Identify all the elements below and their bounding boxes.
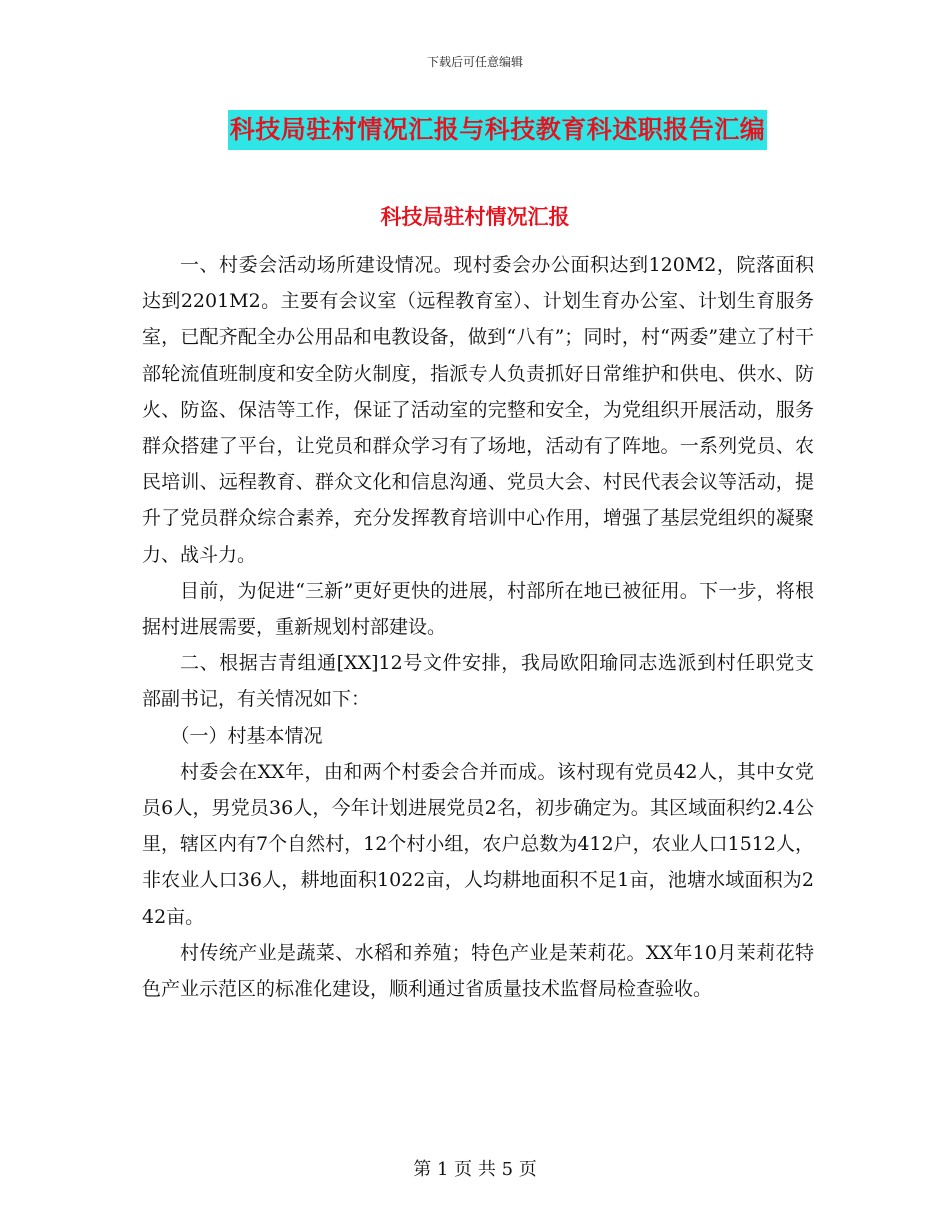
- document-body: [142, 247, 814, 1007]
- document-title-container: [0, 110, 950, 150]
- document-title: 科技局驻村情况汇报与科技教育科述职报告汇编: [228, 110, 768, 150]
- page-footer: 第 1 页 共 5 页: [413, 1159, 537, 1180]
- paragraph-assignment: 二、根据吉青组通[XX]12号文件安排，我局欧阳瑜同志选派到村任职党支部副书记，有关情况如下：: [142, 652, 814, 711]
- paragraph-industry: 村传统产业是蔬菜、水稻和养殖；特色产业是茉莉花。XX年10月茉莉花特色产业示范区的标准化建设，顺利通过省质量技术监督局检查验收。: [142, 941, 814, 1001]
- section-title: 科技局驻村情况汇报: [380, 204, 570, 229]
- paragraph-venue-construction: 一、村委会活动场所建设情况。现村委会办公面积达到120M2，院落面积达到2201M2。主要有会议室（远程教育室）、计划生育办公室、计划生育服务室，已配齐配全办公用品和电教设备，做到“八有”；同时，村“两委”建立了村干部轮流值班制度和安全防火制度，指派专人负责抓好日常维护和供电、供水、防火、防盗、保洁等工作，保证了活动室的完整和安全，为党组织开展活动，服务群众搭建了平台，让党员和群众学习有了场地，活动有了阵地。一系列党员、农民培训、远程教育、群众文化和信息沟通、党员大会、村民代表会议等活动，提升了党员群众综合素养，充分发挥教育培训中心作用，增强了基层党组织的凝聚力、战斗力。: [142, 254, 814, 566]
- subheading-village-basics: （一）村基本情况: [170, 724, 323, 747]
- header-note: 下载后可任意编辑: [426, 55, 523, 69]
- paragraph-village-stats: 村委会在XX年，由和两个村委会合并而成。该村现有党员42人，其中女党员6人，男党员36人，今年计划进展党员2名，初步确定为。其区域面积约2.4公里，辖区内有7个自然村，12个村小组，农户总数为412户，农业人口1512人，非农业人口36人，耕地面积1022亩，人均耕地面积不足1亩，池塘水域面积为242亩。: [142, 760, 814, 928]
- paragraph-current-plan: 目前，为促进“三新”更好更快的进展，村部所在地已被征用。下一步，将根据村进展需要，重新规划村部建设。: [142, 579, 814, 639]
